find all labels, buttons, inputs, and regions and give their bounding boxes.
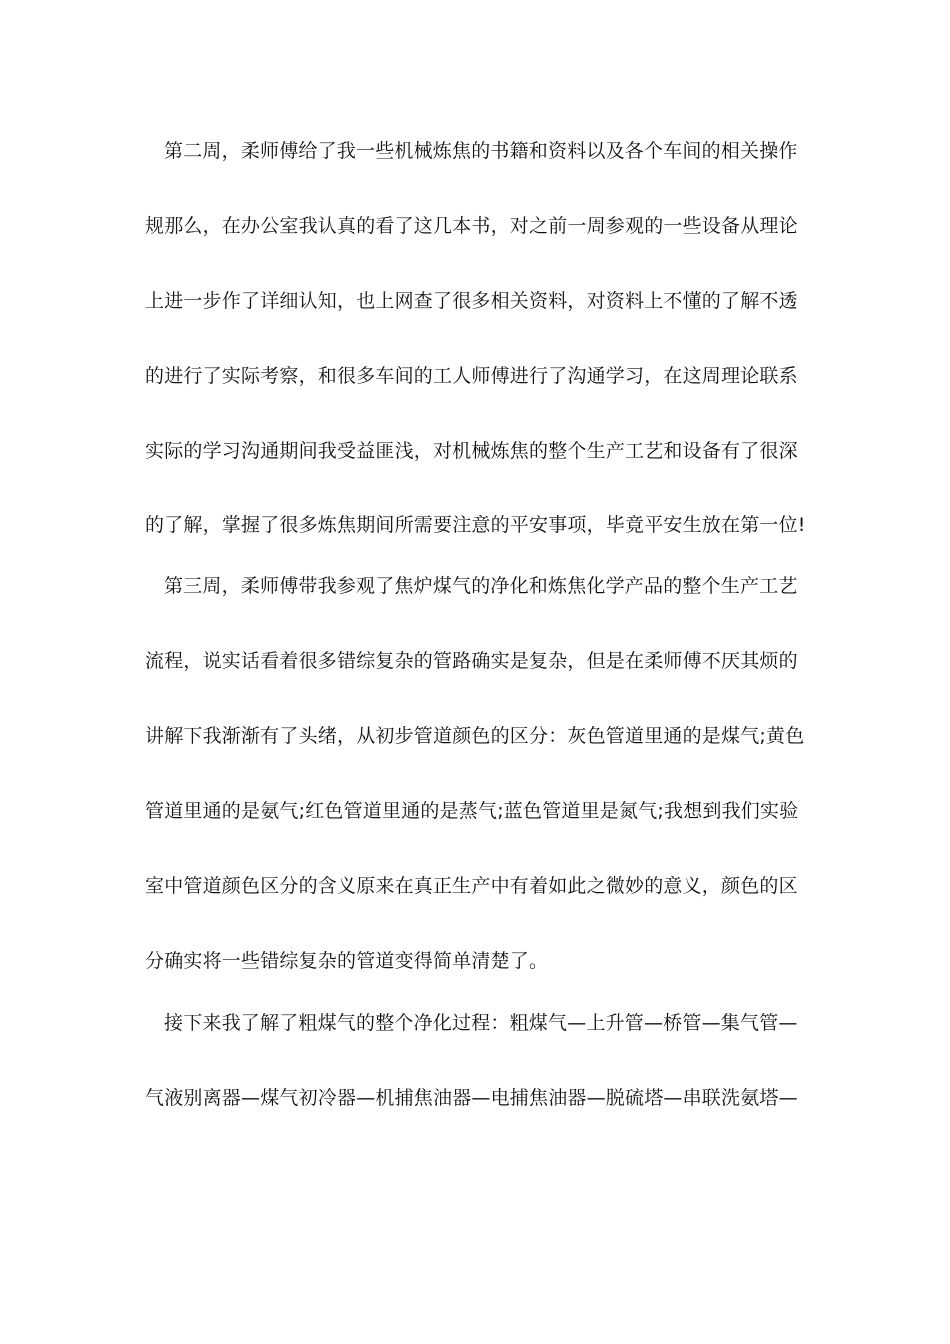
text-line: 管道里通的是氨气;红色管道里通的是蒸气;蓝色管道里是氮气;我想到我们实验	[145, 800, 799, 822]
text-line: 气液别离器—煤气初冷器—机捕焦油器—电捕焦油器—脱硫塔—串联洗氨塔—	[145, 1087, 798, 1109]
text-line: 室中管道颜色区分的含义原来在真正生产中有着如此之微妙的意义，颜色的区	[145, 875, 798, 897]
text-line: 的了解，掌握了很多炼焦期间所需要注意的平安事项，毕竟平安生放在第一位!	[145, 514, 806, 536]
text-line: 实际的学习沟通期间我受益匪浅，对机械炼焦的整个生产工艺和设备有了很深	[145, 440, 798, 462]
text-line: 的进行了实际考察，和很多车间的工人师傅进行了沟通学习，在这周理论联系	[145, 365, 798, 387]
text-line: 上进一步作了详细认知，也上网查了很多相关资料，对资料上不懂的了解不透	[145, 290, 798, 312]
text-line: 讲解下我渐渐有了头绪，从初步管道颜色的区分：灰色管道里通的是煤气;黄色	[145, 725, 805, 747]
text-line: 流程，说实话看着很多错综复杂的管路确实是复杂，但是在柔师傅不厌其烦的	[145, 650, 798, 672]
text-line: 分确实将一些错综复杂的管道变得简单清楚了。	[145, 950, 549, 972]
text-line: 接下来我了解了粗煤气的整个净化过程：粗煤气—上升管—桥管—集气管—	[164, 1012, 798, 1034]
text-line: 第三周，柔师傅带我参观了焦炉煤气的净化和炼焦化学产品的整个生产工艺	[164, 575, 798, 597]
text-line: 第二周，柔师傅给了我一些机械炼焦的书籍和资料以及各个车间的相关操作	[164, 140, 798, 162]
text-line: 规那么，在办公室我认真的看了这几本书，对之前一周参观的一些设备从理论	[145, 215, 798, 237]
